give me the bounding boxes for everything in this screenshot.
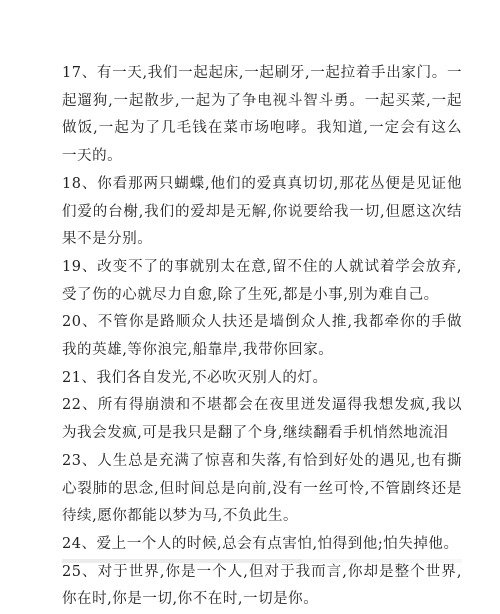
item-text: 改变不了的事就别太在意,留不住的人就试着学会放弃,受了伤的心就尽力自愈,除了生死,都是小事,别为难自己。	[62, 258, 462, 303]
item-text: 人生总是充满了惊喜和失落,有恰到好处的遇见,也有撕心裂肺的思念,但时间总是向前,没有一丝可怜,不管剧终还是待续,愿你都能以梦为马,不负此生。	[62, 452, 462, 525]
item-text: 有一天,我们一起起床,一起刷牙,一起拉着手出家门。一起遛狗,一起散步,一起为了争电视斗智斗勇。一起买菜,一起做饭,一起为了几毛钱在菜市场咆哮。我知道,一定会有这么一天的。	[62, 65, 463, 165]
list-item	[62, 448, 462, 531]
item-text: 不管你是路顺众人扶还是墙倒众人推,我都牵你的手做我的英雄,等你浪完,船靠岸,我带你回家。	[62, 314, 462, 359]
item-number: 24、	[62, 535, 97, 552]
list-item	[62, 254, 462, 309]
list-item	[62, 365, 462, 393]
item-number: 21、	[62, 369, 97, 386]
item-number: 19、	[62, 258, 98, 275]
cut-off-line-decoration	[62, 559, 462, 563]
list-item	[62, 171, 462, 254]
item-number: 25、	[62, 563, 98, 580]
item-text: 所有得崩溃和不堪都会在夜里迸发逼得我想发疯,我以为我会发疯,可是我只是翻了个身,继续翻看手机悄然地流泪	[62, 397, 462, 442]
item-text: 爱上一个人的时候,总会有点害怕,怕得到他;怕失掉他。	[96, 535, 459, 552]
item-number: 22、	[62, 397, 98, 414]
item-number: 17、	[62, 65, 97, 81]
item-text: 你看那两只蝴蝶,他们的爱真真切切,那花丛便是见证他们爱的台榭,我们的爱却是无解,你说要给我一切,但愿这次结果不是分别。	[62, 175, 462, 248]
cut-off-text-line	[62, 553, 462, 565]
quotes-list	[62, 60, 462, 614]
list-item	[62, 60, 462, 171]
list-item	[62, 309, 462, 364]
list-item	[62, 392, 462, 447]
item-number: 18、	[62, 175, 98, 192]
item-number: 23、	[62, 452, 98, 469]
list-item	[62, 559, 462, 614]
item-text: 我们各自发光,不必吹灭别人的灯。	[96, 369, 328, 386]
item-number: 20、	[62, 314, 98, 331]
item-text: 对于世界,你是一个人,但对于我而言,你却是整个世界,你在时,你是一切,你不在时,一切是你。	[62, 563, 463, 608]
